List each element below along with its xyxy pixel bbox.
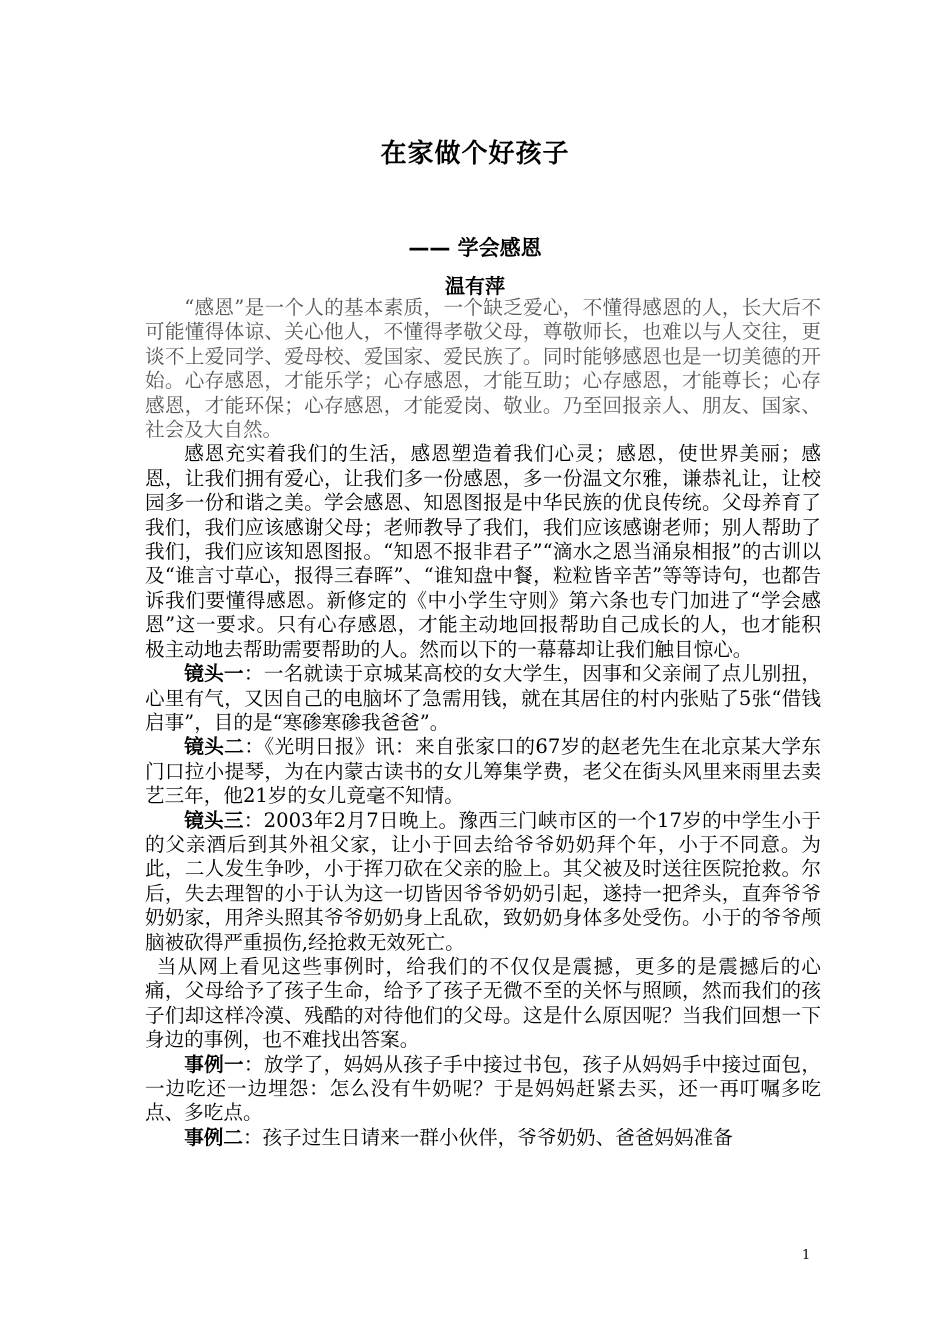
author-name: 温有萍 xyxy=(445,274,505,298)
paragraph-example-one xyxy=(145,1053,821,1126)
paragraph-reflection: 当从网上看见这些事例时，给我们的不仅仅是震撼，更多的是震撼后的心痛，父母给予了孩子生命，给予了孩子无微不至的关怀与照顾，然而我们的孩子们却这样冷漠、残酷的对待他们的父母。这是什么原因呢？当我们回想一下身边的事例，也不难找出答案。 xyxy=(145,954,821,1052)
scene-two-text: ：《光明日报》讯：来自张家口的67岁的赵老先生在北京某大学东门口拉小提琴，为在内蒙古读书的女儿筹集学费，老父在街头风里来雨里去卖艺三年，他21岁的女儿竟毫不知情。 xyxy=(145,735,822,808)
scene-three-label: 镜头三 xyxy=(184,808,244,832)
page-number: 1 xyxy=(802,1248,811,1263)
document-title: 在家做个好孩子 xyxy=(380,139,570,169)
scene-three-text: ：2003年2月7日晚上。豫西三门峡市区的一个17岁的中学生小于的父亲酒后到其外祖父家，让小于回去给爷爷奶奶拜个年，小于不同意。为此，二人发生争吵，小于挥刀砍在父亲的脸上。其父被及时送往医院抢救。尔后，失去理智的小于认为这一切皆因爷爷奶奶引起，遂持一把斧头，直奔爷爷奶奶家，用斧头照其爷爷奶奶身上乱砍，致奶奶身体多处受伤。小于的爷爷颅脑被砍得严重损伤,经抢救无效死亡。 xyxy=(145,808,822,954)
paragraph-scene-one xyxy=(145,662,821,735)
example-two-text: ：孩子过生日请来一群小伙伴，爷爷奶奶、爸爸妈妈准备 xyxy=(242,1125,733,1149)
document-subtitle: —— 学会感恩 xyxy=(408,236,542,260)
paragraph-scene-three xyxy=(145,809,821,955)
scene-two-label: 镜头二 xyxy=(184,735,245,759)
scene-one-text: ：一名就读于京城某高校的女大学生，因事和父亲闹了点儿别扭，心里有气，又因自己的电脑坏了急需用钱，就在其居住的村内张贴了5张“借钱启事”，目的是“寒碜寒碜我爸爸”。 xyxy=(145,662,822,734)
paragraph-gratitude-intro: “感恩”是一个人的基本素质，一个缺乏爱心，不懂得感恩的人，长大后不可能懂得体谅、关心他人，不懂得孝敬父母，尊敬师长，也难以与人交往，更谈不上爱同学、爱母校、爱国家、爱民族了。同时能够感恩也是一切美德的开始。心存感恩，才能乐学；心存感恩，才能互助；心存感恩，才能尊长；心存感恩，才能环保；心存感恩，才能爱岗、敬业。乃至回报亲人、朋友、国家、社会及大自然。 xyxy=(145,296,821,442)
paragraph-scene-two xyxy=(145,735,821,808)
example-one-label: 事例一 xyxy=(184,1052,244,1076)
document-body xyxy=(145,296,821,1150)
paragraph-example-two xyxy=(145,1126,821,1150)
paragraph-gratitude-meaning: 感恩充实着我们的生活，感恩塑造着我们心灵；感恩，使世界美丽；感恩，让我们拥有爱心，让我们多一份感恩，多一份温文尔雅，谦恭礼让，让校园多一份和谐之美。学会感恩、知恩图报是中华民族的优良传统。父母养育了我们，我们应该感谢父母；老师教导了我们，我们应该感谢老师；别人帮助了我们，我们应该知恩图报。“知恩不报非君子”“滴水之恩当涌泉相报”的古训以及“谁言寸草心，报得三春晖”、“谁知盘中餐，粒粒皆辛苦”等等诗句，也都告诉我们要懂得感恩。新修定的《中小学生守则》第六条也专门加进了“学会感恩”这一要求。只有心存感恩，才能主动地回报帮助自己成长的人，也才能积极主动地去帮助需要帮助的人。然而以下的一幕幕却让我们触目惊心。 xyxy=(145,442,821,661)
scene-one-label: 镜头一 xyxy=(184,662,244,686)
example-two-label: 事例二 xyxy=(184,1125,243,1149)
example-one-text: ：放学了，妈妈从孩子手中接过书包，孩子从妈妈手中接过面包，一边吃还一边埋怨：怎么没有牛奶呢？于是妈妈赶紧去买，还一再叮嘱多吃点、多吃点。 xyxy=(145,1052,822,1125)
